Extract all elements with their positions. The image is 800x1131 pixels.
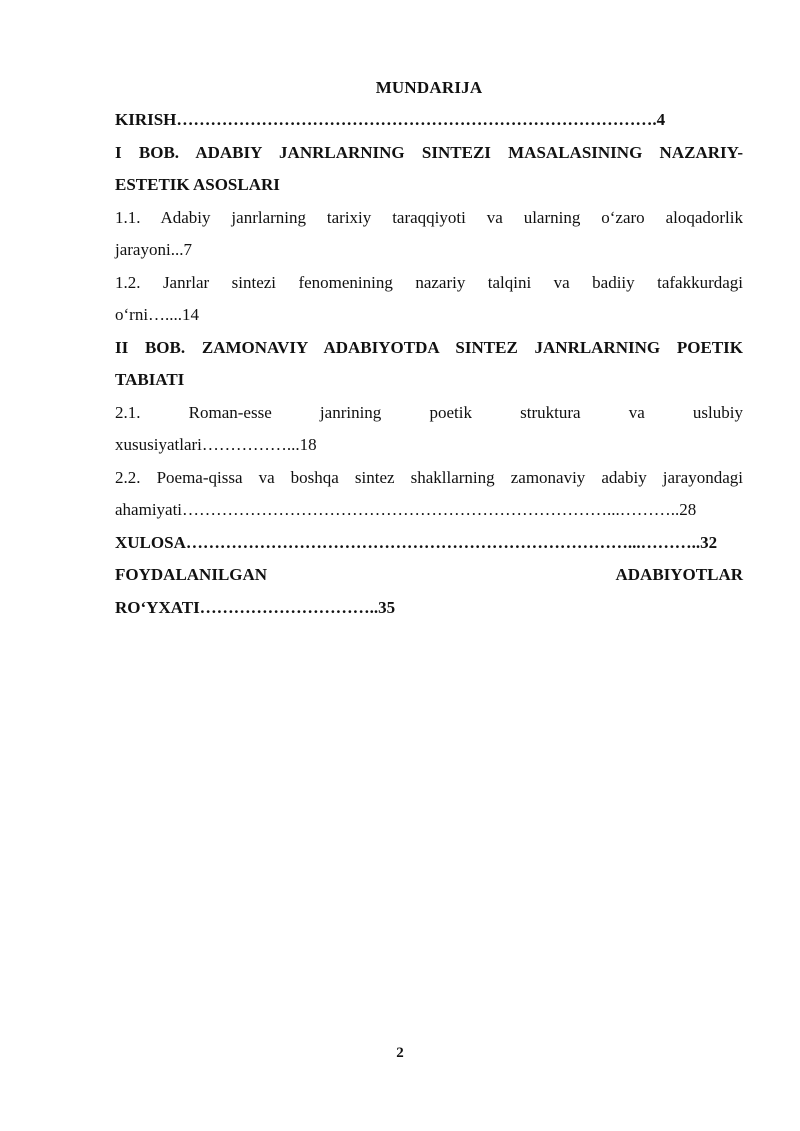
toc-entry-kirish [115,104,743,137]
toc-line: ahamiyati…………………………………………………………………...………..28 [115,500,697,519]
toc-line: o‘rni…....14 [115,305,200,324]
toc-line: FOYDALANILGAN ADABIYOTLAR [115,565,743,584]
toc-title: MUNDARIJA [375,78,483,97]
toc-line: 2.2. Poema-qissa va boshqa sintez shakllarning zamonaviy adabiy jarayondagi [115,467,743,487]
toc-entry-chapter-1 [115,137,743,202]
toc-line: KIRISH………………………………………………………………………….4 [115,110,666,129]
toc-line: RO‘YXATI…………………………..35 [115,597,396,617]
toc-line: xususiyatlari……………...18 [115,435,317,454]
toc-line: 2.1. Roman-esse janrining poetik struktura va uslubiy [115,402,743,422]
toc-line: XULOSA……………………………………………………………………...………..32 [115,532,718,552]
toc-entry-1-2 [115,267,743,332]
toc-entry-chapter-2 [115,332,743,397]
toc-entry-2-1 [115,397,743,462]
toc-entry-xulosa [115,527,743,560]
table-of-contents [115,72,743,624]
toc-line: ESTETIK ASOSLARI [115,175,280,194]
toc-entry-1-1 [115,202,743,267]
page-number: 2 [396,1045,404,1061]
toc-line: jarayoni...7 [115,240,192,259]
toc-line: TABIATI [115,370,185,389]
toc-entry-references [115,559,743,624]
toc-line: 1.1. Adabiy janrlarning tarixiy taraqqiyoti va ularning o‘zaro aloqadorlik [115,207,743,227]
toc-line: II BOB. ZAMONAVIY ADABIYOTDA SINTEZ JANRLARNING POETIK [115,337,743,357]
toc-line: 1.2. Janrlar sintezi fenomenining nazariy talqini va badiiy tafakkurdagi [115,272,743,292]
toc-line: I BOB. ADABIY JANRLARNING SINTEZI MASALASINING NAZARIY- [115,142,743,162]
toc-entry-2-2 [115,462,743,527]
